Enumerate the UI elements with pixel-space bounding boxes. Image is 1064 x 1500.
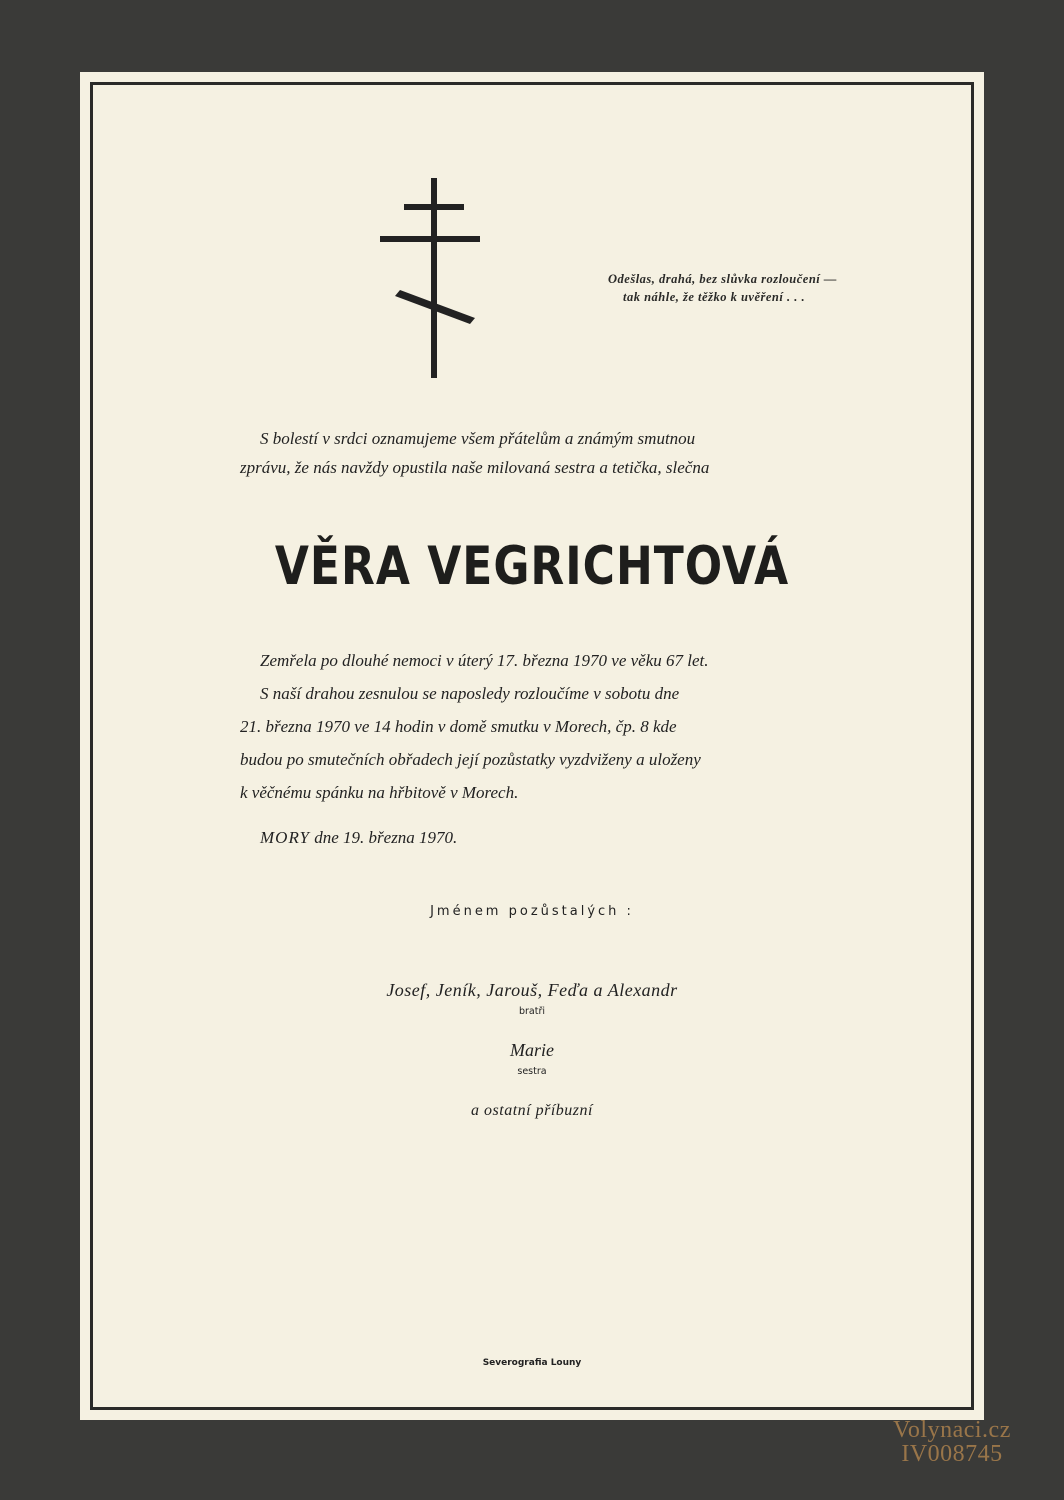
deceased-name: VĚRA VEGRICHTOVÁ xyxy=(274,536,790,598)
mourner-sister: Marie xyxy=(510,1040,554,1060)
announcement-intro xyxy=(240,424,840,482)
other-relatives: a ostatní příbuzní xyxy=(471,1102,593,1119)
watermark-id: IV008745 xyxy=(901,1441,1003,1467)
intro-line-1: S bolestí v srdci oznamujeme všem přátelům a známým smutnou xyxy=(260,429,696,448)
intro-line-2: zprávu, že nás navždy opustila naše milovaná sestra a tetička, slečna xyxy=(240,458,710,477)
announcement-body xyxy=(240,644,840,809)
watermark xyxy=(872,1418,1032,1466)
orthodox-cross-icon xyxy=(380,178,480,378)
heirs-heading: Jménem pozůstalých : xyxy=(430,904,634,919)
body-line-1: Zemřela po dlouhé nemoci v úterý 17. března 1970 ve věku 67 let. xyxy=(260,651,709,670)
body-line-2: S naší drahou zesnulou se naposledy rozloučíme v sobotu dne xyxy=(260,684,680,703)
watermark-site: Volynaci.cz xyxy=(893,1417,1011,1443)
place-date xyxy=(260,828,457,848)
printer-credit: Severografia Louny xyxy=(482,1358,582,1368)
verse xyxy=(608,270,948,306)
obituary-sheet xyxy=(80,72,984,1420)
mourners-brothers: Josef, Jeník, Jarouš, Feďa a Alexandr xyxy=(386,980,678,1000)
verse-line-2: tak náhle, že těžko k uvěření . . . xyxy=(623,290,806,304)
body-line-5: k věčnému spánku na hřbitově v Morech. xyxy=(240,783,519,802)
relation-sister: sestra xyxy=(517,1066,547,1077)
body-line-3: 21. března 1970 ve 14 hodin v domě smutku v Morech, čp. 8 kde xyxy=(240,717,677,736)
place: MORY xyxy=(260,828,310,847)
body-line-4: budou po smutečních obřadech její pozůstatky vyzdviženy a uloženy xyxy=(240,750,701,769)
relation-brothers: bratři xyxy=(518,1006,546,1017)
verse-line-1: Odešlas, drahá, bez slůvka rozloučení — xyxy=(608,272,837,286)
date: dne 19. března 1970. xyxy=(314,828,458,847)
